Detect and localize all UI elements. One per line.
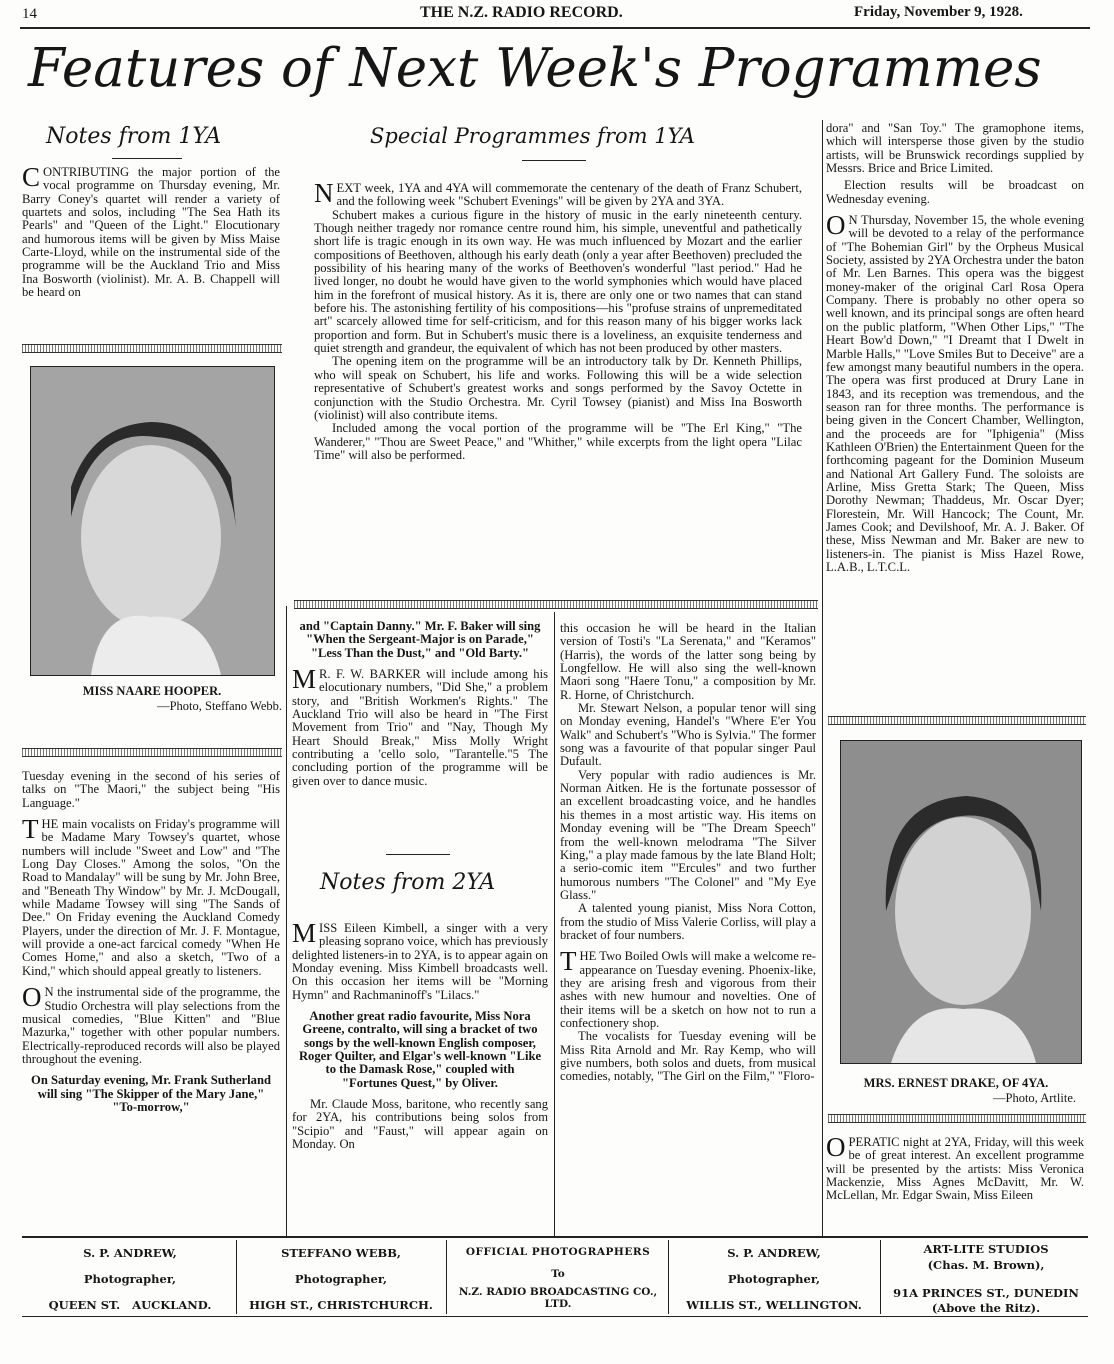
tosti-paragraph: this occasion he will be heard in the Italian version of Tosti's "La Serenata," and "Keramos" (Harris), the words of the latter song being by Longfellow. He will also sing the well-known Maori song "Haere Tonu," a composition by Mr. R. Horne, of Christchurch. <box>560 621 816 702</box>
kimbell-paragraph: MISS Eileen Kimbell, a singer with a very pleasing soprano voice, which has previously delighted listeners-in to 2YA, is to appear again on Monday evening. Miss Kimbell broadcasts well. On this occasion her items will be "Morning Hymn" and Rachmaninoff's "Lilacs." <box>292 918 548 1002</box>
ad-separator <box>880 1240 881 1314</box>
instrumental-paragraph: ON the instrumental side of the programme, the Studio Orchestra will play selections from the musical comedies, "Blue Kitten" and "Blue Mazurka," together with other popular numbers. Electrically-reproduced records will also be played throughout the evening. <box>22 982 280 1066</box>
tuesday-vocalists-paragraph: The vocalists for Tuesday evening will be Miss Rita Arnold and Mr. Ray Kemp, who will give numbers, both solos and duets, from musical comedies, notably, "The Girl on the Film," "Floro- <box>560 1029 816 1084</box>
ad-role: Photographer, <box>294 1272 388 1286</box>
issue-date: Friday, November 9, 1928. <box>854 4 1023 20</box>
page-number: 14 <box>22 6 37 22</box>
election-paragraph: Election results will be broadcast on Wednesday evening. <box>826 178 1084 206</box>
bohemian-girl-paragraph: ON Thursday, November 15, the whole evening will be devoted to a relay of the performance of "The Bohemian Girl" by the Orpheus Musical Society, assisted by 2YA Orchestra under the baton of Mr. Len Barnes. This opera was the biggest money-maker of the original Carl Rosa Opera Company. There is probably no other opera so well known, and its principal songs are often heard on the public platform, "When Other Lips," "The Heart Bow'd Down," "I Dreamt that I Dwelt in Marble Halls," "Love Smiles But to Deceive" are a few amongst many beautiful numbers in the opera. The opera was first produced at Drury Lane in 1843, and its reception was tremendous, and the season ran for three months. The performance is being given in the Concert Chamber, Wellington, and the proceeds are for "Iphigenia" (Miss Kathleen O'Brien) the Entertainment Queen for the forthcoming pageant for the Dominion Museum and National Art Gallery Fund. The soloists are Arline, Miss Gretta Stark; The Queen, Miss Dorothy Newman; Thaddeus, Mr. Oscar Dyer; Florestein, Mr. Will Hancock; The Count, Mr. James Cook; and Devilshoof, Mr. A. J. Baker. Of these, Miss Newman and Mr. Baker are new to listeners-in. The pianist is Miss Hazel Rowe, L.A.B., L.T.C.L. <box>826 210 1084 574</box>
schubert-intro-paragraph: NEXT week, 1YA and 4YA will commemorate the centenary of the death of Franz Schubert, and the following week "Schubert Evenings" will be given by 2YA and 3YA. <box>314 178 802 209</box>
section-divider <box>294 600 818 609</box>
notes-1ya-heading: Notes from 1YA <box>46 124 222 149</box>
saturday-paragraph: On Saturday evening, Mr. Frank Sutherland will sing "The Skipper of the Mary Jane," "To-morrow," <box>31 1073 271 1114</box>
heading-underline <box>112 158 182 159</box>
ad-separator <box>446 1240 447 1314</box>
stewart-nelson-paragraph: Mr. Stewart Nelson, a popular tenor will sing on Monday evening, Handel's "Where E'er You Walk" and Schubert's "Who is Sylvia." The former song was a favourite of that popular singer Paul Dufault. <box>560 701 816 769</box>
column-divider <box>22 748 282 757</box>
heading-underline <box>522 160 586 161</box>
column-rule <box>822 120 823 1236</box>
portrait-illustration <box>841 741 1081 1063</box>
boiled-owls-paragraph: THE Two Boiled Owls will make a welcome re-appearance on Tuesday evening. Phoenix-like, they are arising fresh and vigorous from their ashes with new humour and novelties. One of their items will be a sketch on how not to run a confectionery shop. <box>560 946 816 1030</box>
ad-company: N.Z. RADIO BROADCASTING CO., LTD. <box>458 1286 658 1310</box>
ad-steffano-webb <box>238 1240 444 1312</box>
photo-caption-credit: —Photo, Steffano Webb. <box>157 699 282 713</box>
photo-caption-credit: —Photo, Artlite. <box>993 1091 1076 1105</box>
friday-vocalists-paragraph: THE main vocalists on Friday's programme will be Madame Mary Towsey's quartet, whose numbers will include "Sweet and Low" and "The Long Day Closes." Among the solos, "On the Road to Mandalay" will be sung by Mr. John Bree, and "Beneath Thy Window" by Mr. J. McDougall, while Madame Towsey will sing "The Sands of Dee." On Friday evening the Auckland Comedy Players, under the direction of Mr. J. F. Montague, will provide a one-act farcical comedy "When He Comes Home," and also a sketch, "Two of a Kind," which should appeal greatly to listeners. <box>22 814 280 978</box>
ad-sp-andrew-wellington <box>670 1240 878 1312</box>
floradora-paragraph: dora" and "San Toy." The gramophone items, which will intersperse those given by the studio artists, will be Brunswick recordings supplied by Messrs. Brice and Brice Limited. <box>826 121 1084 176</box>
ad-to: To <box>551 1268 565 1280</box>
schubert-opening-paragraph: The opening item on the programme will be an introductory talk by Dr. Kenneth Phillips, who will speak on Schubert, his life and works. Following this will be a wide selection representative of Schubert's greatest works and songs performed by the Savoy Octette in conjunction with the Studio Orchestra. Mr. Cyril Towsey (pianist) and Miss Ina Bosworth (violinist) will also contribute items. <box>314 354 802 422</box>
ad-name: ART-LITE STUDIOS <box>923 1242 1049 1256</box>
ad-name: S. P. ANDREW, <box>83 1246 177 1260</box>
notes-2ya-heading: Notes from 2YA <box>320 870 496 895</box>
ad-name: S. P. ANDREW, <box>727 1246 821 1260</box>
ad-owner: (Chas. M. Brown), <box>927 1258 1045 1272</box>
publication-title: THE N.Z. RADIO RECORD. <box>420 4 623 21</box>
ad-separator <box>236 1240 237 1314</box>
section-rule <box>386 854 450 855</box>
intro-paragraph: CONTRIBUTING the major portion of the vocal programme on Thursday evening, Mr. Barry Coney's quartet will render a variety of quartets and solos, including "The Sea Hath its Pearls" and "Queen of the Light." Elocutionary and humorous items will be given by Miss Maise Carte-Lloyd, while on the instrumental side of the programme will be the Auckland Trio and Miss Ina Bosworth (violinist). Mr. A. B. Chappell will be heard on <box>22 162 280 300</box>
ad-address: WILLIS ST., WELLINGTON. <box>686 1298 862 1312</box>
ad-name: STEFFANO WEBB, <box>281 1246 401 1260</box>
column-divider <box>828 716 1086 725</box>
special-programmes-heading: Special Programmes from 1YA <box>370 124 695 148</box>
talk-paragraph: Tuesday evening in the second of his series of talks on "The Maori," the subject being "His Language." <box>22 769 280 810</box>
operatic-night-paragraph: OPERATIC night at 2YA, Friday, will this week be of great interest. An excellent programme will be presented by the artists: Miss Veronica Mackenzie, Miss Agnes McDavitt, Mr. W. McLellan, Mr. Edgar Swain, Miss Eileen <box>826 1132 1084 1203</box>
barker-paragraph: MR. F. W. BARKER will include among his elocutionary numbers, "Did She," a problem story, and "British Workmen's Rights." The Auckland Trio will also be heard in "The First Movement from Trio" and "Nay, Though My Heart Should Break," Miss Molly Wright contributing a 'cello solo, "Tarantelle."5 The concluding portion of the programme will be given over to dance music. <box>292 664 548 788</box>
column-divider <box>22 344 282 353</box>
ad-address: QUEEN ST. AUCKLAND. <box>48 1298 212 1312</box>
ad-title: OFFICIAL PHOTOGRAPHERS <box>465 1246 651 1258</box>
ad-role: Photographer, <box>83 1272 177 1286</box>
footer-rule-top <box>22 1236 1088 1238</box>
ad-art-lite-studios <box>884 1240 1088 1315</box>
column-rule <box>286 606 287 1236</box>
ad-separator <box>668 1240 669 1314</box>
ad-address-note: (Above the Ritz). <box>931 1301 1041 1315</box>
photo-ernest-drake <box>840 740 1082 1064</box>
captain-danny-paragraph: and "Captain Danny." Mr. F. Baker will sing "When the Sergeant-Major is on Parade," "Less Than the Dust," and "Old Barty." <box>299 619 541 660</box>
ad-address: 91A PRINCES ST., DUNEDIN <box>893 1286 1079 1300</box>
claude-moss-paragraph: Mr. Claude Moss, baritone, who recently sang for 2YA, his contributions being solos from "Scipio" and "Faust," will appear again on Monday. On <box>292 1097 548 1152</box>
photo-caption-name: MISS NAARE HOOPER. <box>82 684 222 698</box>
norman-aitken-paragraph: Very popular with radio audiences is Mr. Norman Aitken. He is the fortunate possessor of an excellent broadcasting voice, and he handles his themes in a most artistic way. His items on Monday evening will be "The Dream Speech" from the well-known melodrama "The Silver King," a play made famous by the late Bland Holt; a serio-comic item "'Ercules" and two further humorous numbers "The Colonel" and "My Eye Glass." <box>560 767 816 902</box>
portrait-illustration <box>31 367 274 675</box>
column-rule <box>554 612 555 1236</box>
footer-rule-bottom <box>22 1316 1088 1317</box>
ad-official-photographers <box>450 1240 666 1312</box>
masthead-rule <box>20 27 1090 29</box>
schubert-vocal-paragraph: Included among the vocal portion of the programme will be "The Erl King," "The Wanderer," "Thou are Sweet Peace," and "Whither," while excerpts from the light opera "Lilac Time" will also be performed. <box>314 421 802 462</box>
ad-role: Photographer, <box>727 1272 821 1286</box>
ad-sp-andrew-auckland <box>26 1240 234 1312</box>
schubert-history-paragraph: Schubert makes a curious figure in the history of music in the early nineteenth century. Though neither tragedy nor romance centre round him, his simple, uneventful and pathetically short life is tragic enough in its own way. He was much influenced by Mozart and the earlier compositions of Beethoven, although his early death (only a year after Beethoven) precluded the possibility of his hearing many of the works of Beethoven's wonderful "last period." Had he lived longer, no doubt he would have given to the world symphonies which would have placed him in the forefront of musical history. As it is, there are only one or two names that can stand before his. The astonishing fertility of his compositions—his "profuse strains of unpremeditated art" scarcely allowed time for self-criticism, and for this reason many of his bigger works lack proportion and form. But in Schubert's music there is a loveliness, an exquisite tenderness and quiet strength and grandeur, the equivalent of which has not been produced by other masters. <box>314 207 802 356</box>
page-headline: Features of Next Week's Programmes <box>28 38 1042 99</box>
nora-cotton-paragraph: A talented young pianist, Miss Nora Cotton, from the studio of Miss Valerie Corliss, will play a bracket of four numbers. <box>560 901 816 942</box>
ad-address: HIGH ST., CHRISTCHURCH. <box>249 1298 433 1312</box>
column-divider <box>828 1114 1086 1123</box>
photo-caption-name: MRS. ERNEST DRAKE, OF 4YA. <box>863 1076 1049 1090</box>
nora-greene-paragraph: Another great radio favourite, Miss Nora Greene, contralto, will sing a bracket of two songs by the well-known English composer, Roger Quilter, and Elgar's well-known "Like to the Damask Rose," coupled with "Fortunes Quest," by Oliver. <box>298 1009 542 1090</box>
photo-naare-hooper <box>30 366 275 676</box>
